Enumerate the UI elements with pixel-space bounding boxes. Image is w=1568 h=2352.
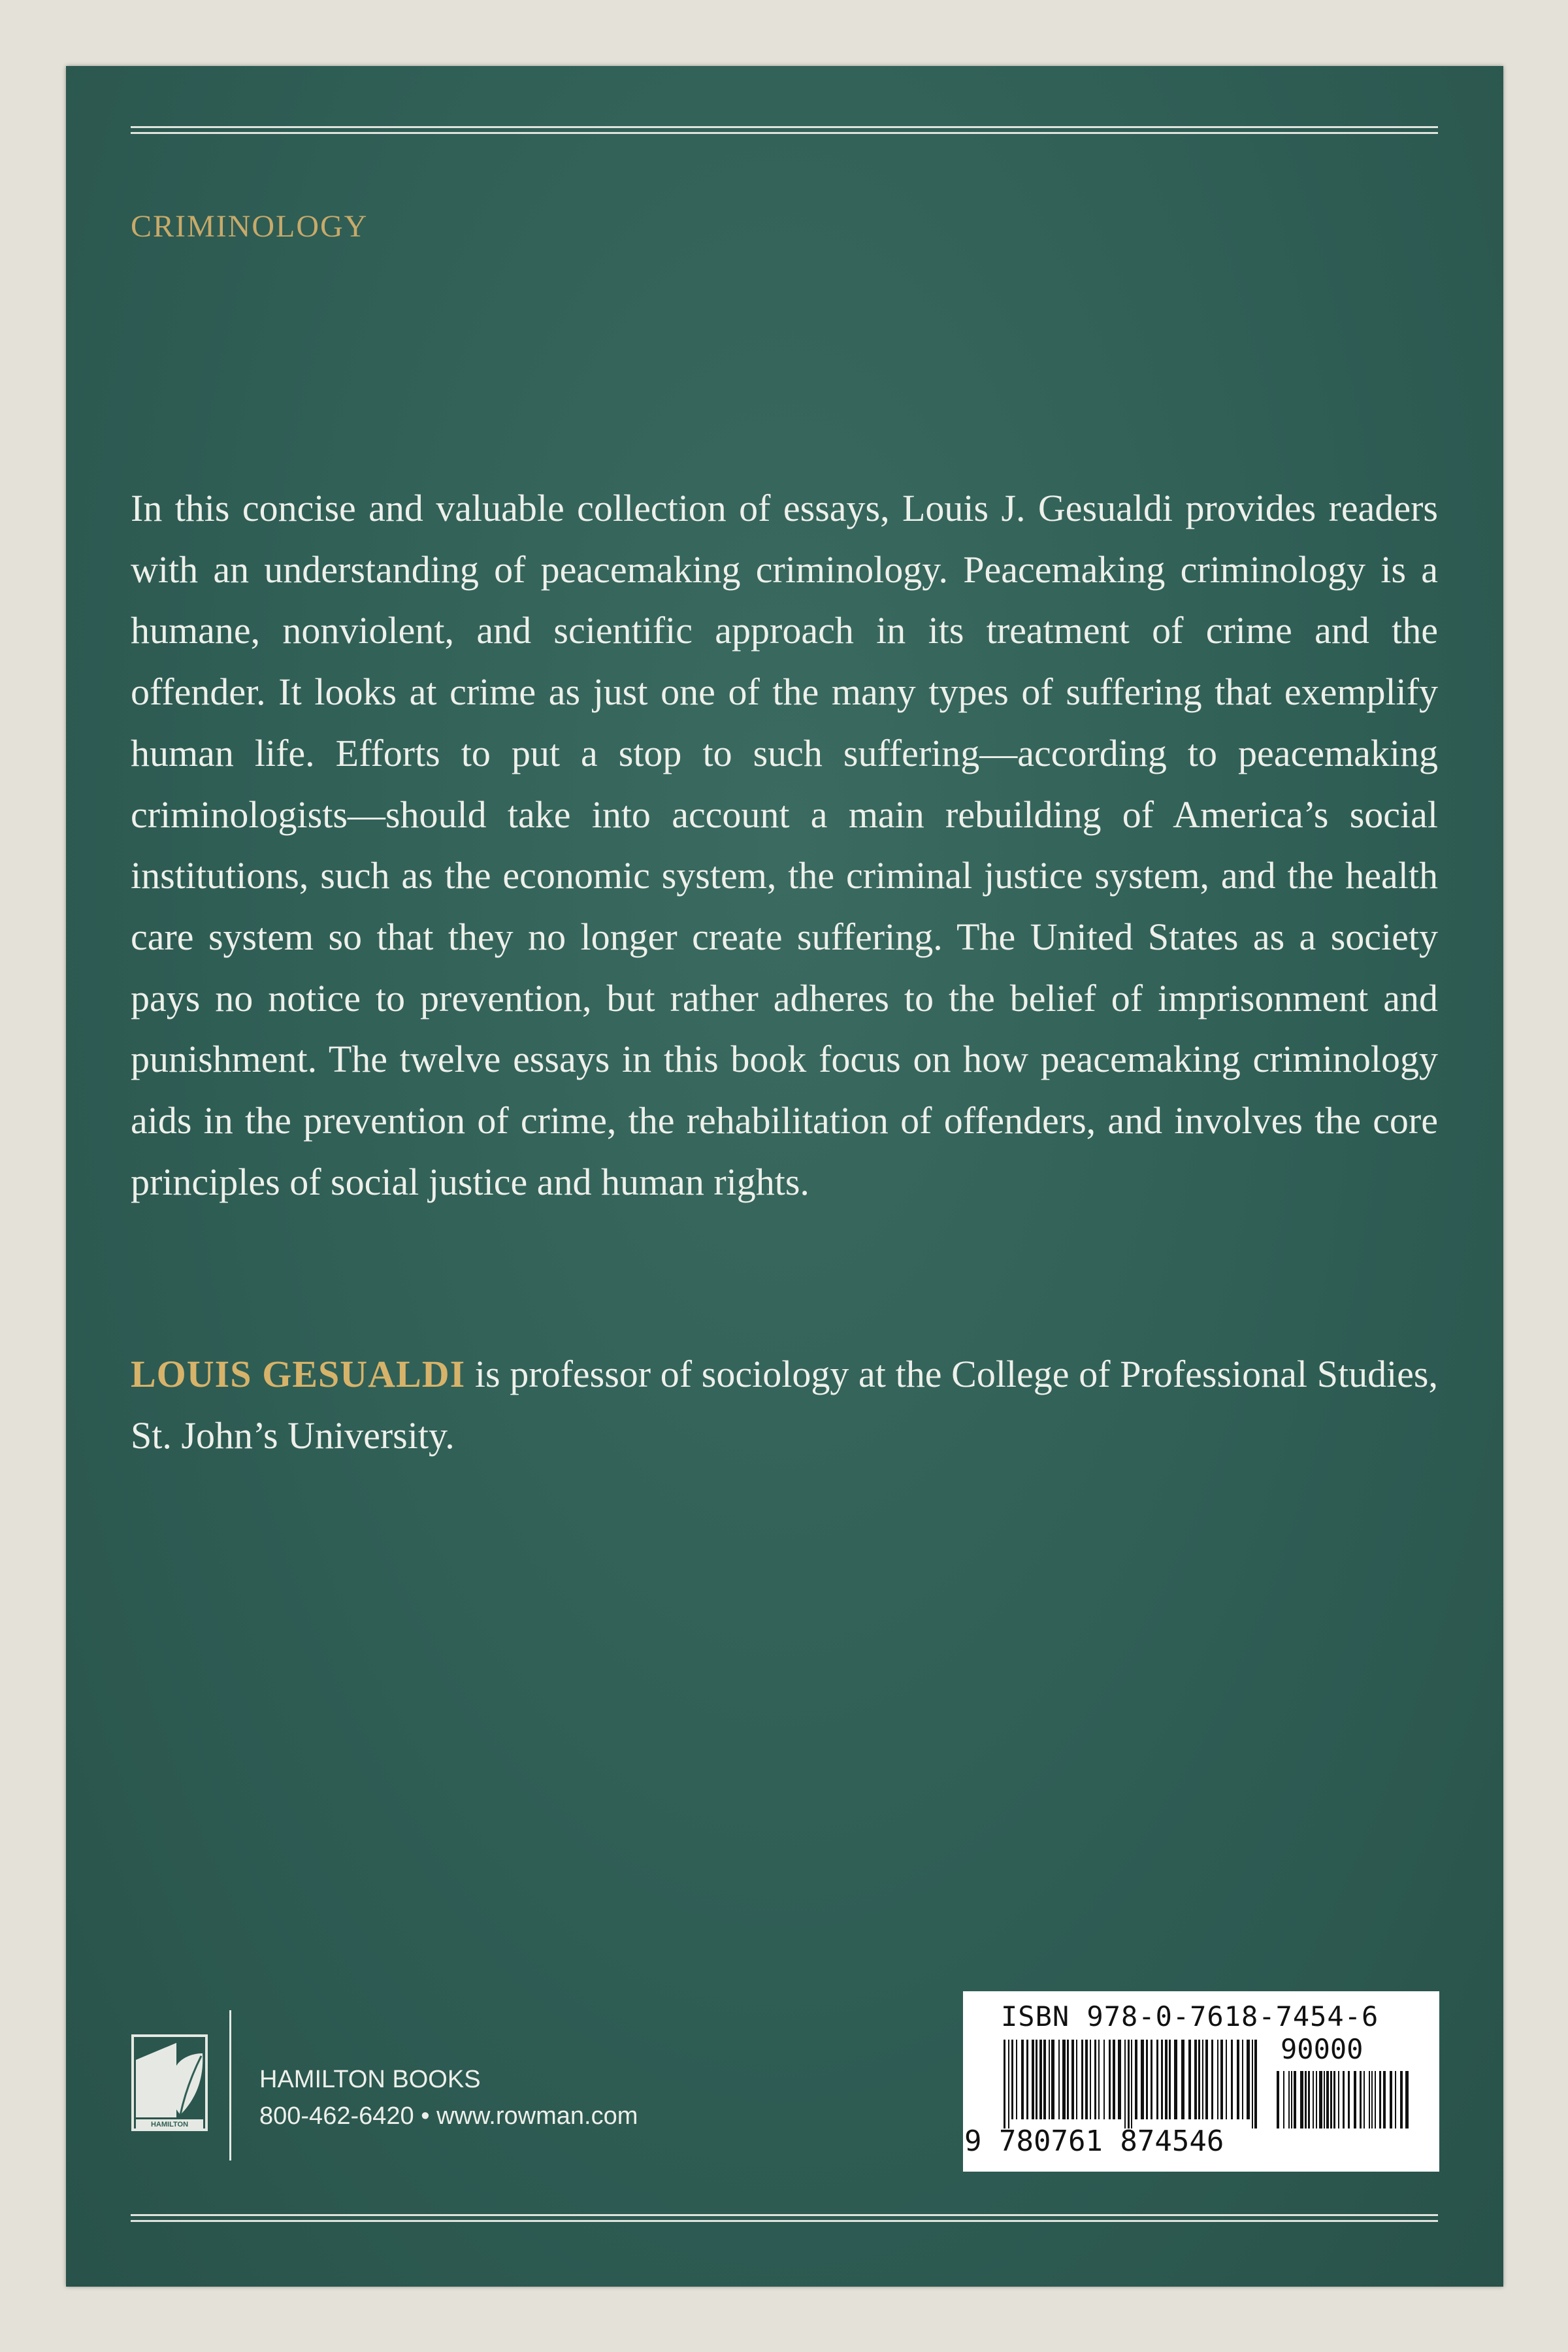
logo-text: HAMILTON — [150, 2121, 189, 2128]
book-description: In this concise and valuable collection of essays, Louis J. Gesualdi provides readers with an understanding of peacemaking criminology. Peacemaking criminology is a humane, nonviolent, and scientific approach in its treatment of crime and the offender. It looks at crime as just one of the many types of suffering that exemplify human life. Efforts to put a stop to such suffering—according to peacemaking criminologists—should take into account a main rebuilding of America’s social institutions, such as the economic system, the criminal justice system, and the health care system so that they no longer create suffering. The United States as a society pays no notice to prevention, but rather adheres to the belief of imprisonment and punishment. The twelve essays in this book focus on how peacemaking criminology aids in the prevention of crime, the rehabilitation of offenders, and involves the core principles of social justice and human rights. — [131, 487, 1438, 1203]
isbn-label: ISBN 978-0-7618-7454-6 — [1001, 2000, 1379, 2032]
hamilton-books-logo-icon — [131, 2034, 208, 2132]
back-cover — [66, 66, 1503, 2287]
author-name: LOUIS GESUALDI — [131, 1353, 466, 1395]
barcode-addon-number: 90000 — [1281, 2033, 1364, 2065]
bottom-double-rule — [131, 2214, 1438, 2222]
publisher-name: HAMILTON BOOKS — [259, 2066, 481, 2093]
publisher-info — [259, 2061, 638, 2134]
publisher-contact: 800-462-6420 • www.rowman.com — [259, 2102, 638, 2130]
barcode-ean-number: 9 780761 874546 — [964, 2125, 1224, 2158]
author-bio-text: is professor of sociology at the College of Professional Studies, St. John’s University. — [131, 1353, 1438, 1457]
top-double-rule — [131, 126, 1438, 134]
publisher-divider — [229, 2010, 231, 2161]
isbn-barcode — [963, 1991, 1439, 2172]
category-label: CRIMINOLOGY — [131, 209, 368, 244]
author-bio — [131, 1344, 1438, 1466]
